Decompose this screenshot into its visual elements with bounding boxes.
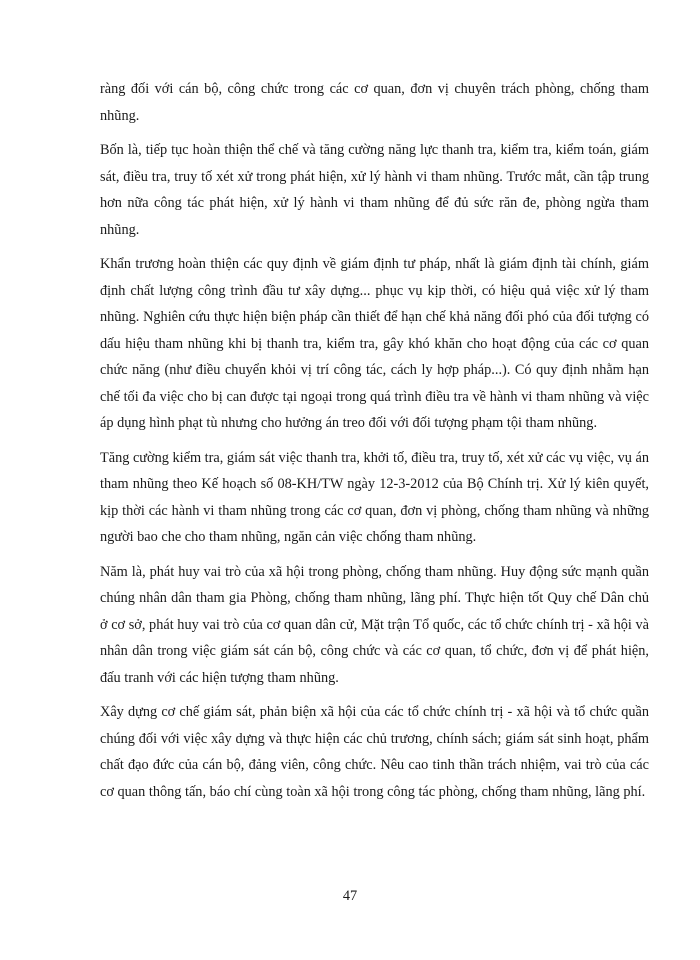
paragraph-strengthen-inspection: Tăng cường kiểm tra, giám sát việc thanh tra, khởi tố, điều tra, truy tố, xét xử các vụ việc, vụ án tham nhũng theo Kế hoạch số 08-KH/TW ngày 12-3-2012 của Bộ Chính trị. Xử lý kiên quyết, kịp thời các hành vi tham nhũng trong các cơ quan, đơn vị phòng, chống tham nhũng và những người bao che cho tham nhũng, ngăn cản việc chống tham nhũng. bbox=[100, 449, 649, 545]
paragraph-judicial-assessment: Khẩn trương hoàn thiện các quy định về giám định tư pháp, nhất là giám định tài chính, giám định chất lượng công trình đầu tư xây dựng... phục vụ kịp thời, có hiệu quả việc xử lý tham nhũng. Nghiên cứu thực hiện biện pháp cần thiết để hạn chế khả năng đối phó của đối tượng có dấu hiệu tham nhũng khi bị thanh tra, kiểm tra, gây khó khăn cho hoạt động của các cơ quan chức năng (như điều chuyển khỏi vị trí công tác, cách ly hợp pháp...). Có quy định nhằm hạn chế tối đa việc cho bị can được tại ngoại trong quá trình điều tra về hành vi tham nhũng và việc áp dụng hình phạt tù nhưng cho hưởng án treo đối với đối tượng phạm tội tham nhũng. bbox=[100, 256, 649, 431]
paragraph-point-five: Năm là, phát huy vai trò của xã hội trong phòng, chống tham nhũng. Huy động sức mạnh quần chúng nhân dân tham gia Phòng, chống tham nhũng, lãng phí. Thực hiện tốt Quy chế Dân chủ ở cơ sở, phát huy vai trò của cơ quan dân cử, Mặt trận Tổ quốc, các tổ chức chính trị - xã hội và nhân dân trong việc giám sát cán bộ, công chức và các cơ quan, tổ chức, đơn vị để phát hiện, đấu tranh với các hiện tượng tham nhũng. bbox=[100, 563, 649, 686]
paragraph-point-four: Bốn là, tiếp tục hoàn thiện thể chế và tăng cường năng lực thanh tra, kiểm tra, kiểm toán, giám sát, điều tra, truy tố xét xử trong phát hiện, xử lý hành vi tham nhũng. Trước mắt, cần tập trung hơn nữa công tác phát hiện, xử lý hành vi tham nhũng để đủ sức răn đe, phòng ngừa tham nhũng. bbox=[100, 142, 649, 238]
paragraph-social-supervision: Xây dựng cơ chế giám sát, phản biện xã hội của các tổ chức chính trị - xã hội và tổ chức quần chúng đối với việc xây dựng và thực hiện các chủ trương, chính sách; giám sát sinh hoạt, phẩm chất đạo đức của cán bộ, đảng viên, công chức. Nêu cao tinh thần trách nhiệm, vai trò của các cơ quan thông tấn, báo chí cùng toàn xã hội trong công tác phòng, chống tham nhũng, lãng phí. bbox=[100, 704, 649, 800]
page-number: 47 bbox=[342, 888, 358, 904]
document-body bbox=[100, 76, 649, 813]
paragraph-continuation: ràng đối với cán bộ, công chức trong các cơ quan, đơn vị chuyên trách phòng, chống tham nhũng. bbox=[100, 81, 649, 124]
